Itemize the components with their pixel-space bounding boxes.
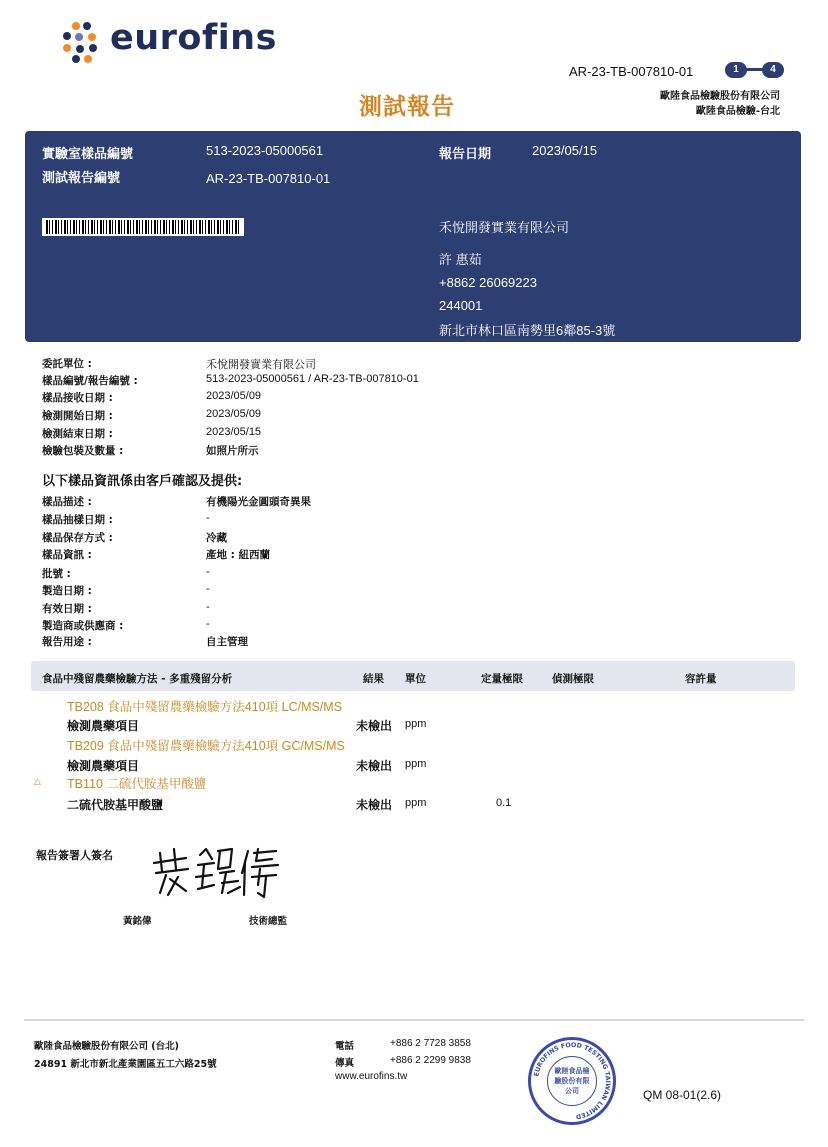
client-contact: 許 惠茹 [439, 252, 482, 267]
detail-value: 如照片所示 [206, 445, 259, 457]
col-lod: 偵測極限 [552, 673, 594, 685]
signer-name: 黃銘偉 [123, 916, 152, 927]
detail-label: 檢驗包裝及數量 : [42, 445, 124, 457]
footer-phone-label: 電話 [335, 1041, 355, 1052]
handwritten-signature [148, 843, 283, 901]
report-date-label: 報告日期 [439, 147, 492, 162]
info-value: - [206, 566, 210, 578]
lab-sample-no-label: 實驗室樣品編號 [42, 147, 134, 162]
accreditation-flag-icon: △ [34, 777, 41, 787]
test-report-no-label: 測試報告編號 [42, 171, 121, 186]
detail-label: 樣品編號/報告編號 : [42, 375, 138, 387]
result-value: 未檢出 [356, 798, 393, 812]
col-tolerance: 容許量 [685, 673, 717, 685]
footer-address: 24891 新北市新北產業園區五工六路25號 [34, 1059, 217, 1070]
barcode-bars [46, 220, 240, 234]
info-value: - [206, 618, 210, 630]
result-loq: 0.1 [496, 797, 512, 809]
test-report-no: AR-23-TB-007810-01 [206, 171, 331, 186]
client-company: 禾悅開發實業有限公司 [439, 220, 570, 235]
detail-label: 委託單位 : [42, 358, 92, 370]
client-postcode: 244001 [439, 298, 483, 313]
result-unit: ppm [405, 797, 427, 809]
lab-sample-no: 513-2023-05000561 [206, 143, 324, 158]
info-label: 製造日期 : [42, 585, 92, 597]
detail-value: 2023/05/09 [206, 390, 262, 402]
detail-value: 513-2023-05000561 / AR-23-TB-007810-01 [206, 373, 419, 385]
info-value: - [206, 601, 210, 613]
info-label: 製造商或供應商 : [42, 620, 124, 632]
method-title: TB209 食品中殘留農藥檢驗方法410項 GC/MS/MS [67, 739, 345, 753]
summary-panel [25, 131, 801, 342]
form-code: QM 08-01(2.6) [643, 1088, 722, 1102]
info-label: 有效日期 : [42, 603, 92, 615]
detail-label: 樣品接收日期 : [42, 392, 113, 404]
seal-text: 歐陸食品檢驗股份有限公司 [554, 1067, 590, 1095]
info-label: 樣品保存方式 : [42, 532, 113, 544]
footer-divider [24, 1019, 804, 1021]
svg-text:EUROFINS FOOD TESTING TAIWAN L: EUROFINS FOOD TESTING TAIWAN LIMITED [533, 1041, 612, 1120]
info-value: - [206, 512, 210, 524]
logo-wordmark: eurofins [110, 18, 277, 58]
detail-label: 檢測開始日期 : [42, 410, 113, 422]
header-company-name: 歐陸食品檢驗股份有限公司 [660, 91, 780, 102]
signature-label: 報告簽署人簽名 [36, 849, 113, 862]
detail-value: 2023/05/15 [206, 426, 262, 438]
info-value: 產地 : 紐西蘭 [206, 549, 271, 561]
col-result: 結果 [363, 673, 384, 685]
detail-value: 2023/05/09 [206, 408, 262, 420]
col-method: 食品中殘留農藥檢驗方法 - 多重殘留分析 [42, 673, 233, 685]
footer-website: www.eurofins.tw [335, 1071, 408, 1082]
header-report-number: AR-23-TB-007810-01 [569, 64, 694, 79]
client-phone: +8862 26069223 [439, 275, 537, 290]
report-date: 2023/05/15 [532, 143, 598, 158]
info-label: 樣品描述 : [42, 496, 92, 508]
detail-label: 檢測結束日期 : [42, 428, 113, 440]
col-loq: 定量極限 [481, 673, 523, 685]
info-label: 報告用途 : [42, 636, 92, 648]
info-label: 批號 : [42, 568, 71, 580]
method-title: TB110 二硫代胺基甲酸鹽 [67, 777, 207, 791]
method-title: TB208 食品中殘留農藥檢驗方法410項 LC/MS/MS [67, 700, 343, 714]
info-label: 樣品抽樣日期 : [42, 514, 113, 526]
header-company-branch: 歐陸食品檢驗-台北 [695, 106, 780, 117]
info-value: 有機陽光金圓頭奇異果 [206, 496, 311, 508]
logo-dots-icon [58, 18, 106, 66]
result-value: 未檢出 [356, 759, 393, 773]
footer-fax: +886 2 2299 9838 [390, 1055, 471, 1066]
info-label: 樣品資訊 : [42, 549, 92, 561]
eurofins-logo [58, 18, 278, 66]
result-item: 檢測農藥項目 [67, 759, 140, 773]
info-value: 冷藏 [206, 532, 227, 544]
info-value: 自主管理 [206, 636, 248, 648]
footer-fax-label: 傳真 [335, 1058, 355, 1069]
result-unit: ppm [405, 718, 427, 730]
footer-phone: +886 2 7728 3858 [390, 1038, 471, 1049]
client-address: 新北市林口區南勢里6鄰85-3號 [439, 323, 616, 338]
result-item: 檢測農藥項目 [67, 719, 140, 733]
result-value: 未檢出 [356, 719, 393, 733]
result-unit: ppm [405, 758, 427, 770]
page-title: 測試報告 [359, 94, 455, 120]
result-item: 二硫代胺基甲酸鹽 [67, 798, 164, 812]
footer-company: 歐陸食品檢驗股份有限公司 (台北) [34, 1041, 179, 1052]
col-unit: 單位 [405, 673, 426, 685]
detail-value: 禾悅開發實業有限公司 [206, 359, 316, 371]
info-value: - [206, 583, 210, 595]
signer-position: 技術總監 [249, 916, 288, 927]
page-current-badge: 1 [725, 62, 747, 78]
page-total-badge: 4 [762, 62, 784, 78]
client-info-heading: 以下樣品資訊係由客戶確認及提供: [42, 474, 243, 489]
